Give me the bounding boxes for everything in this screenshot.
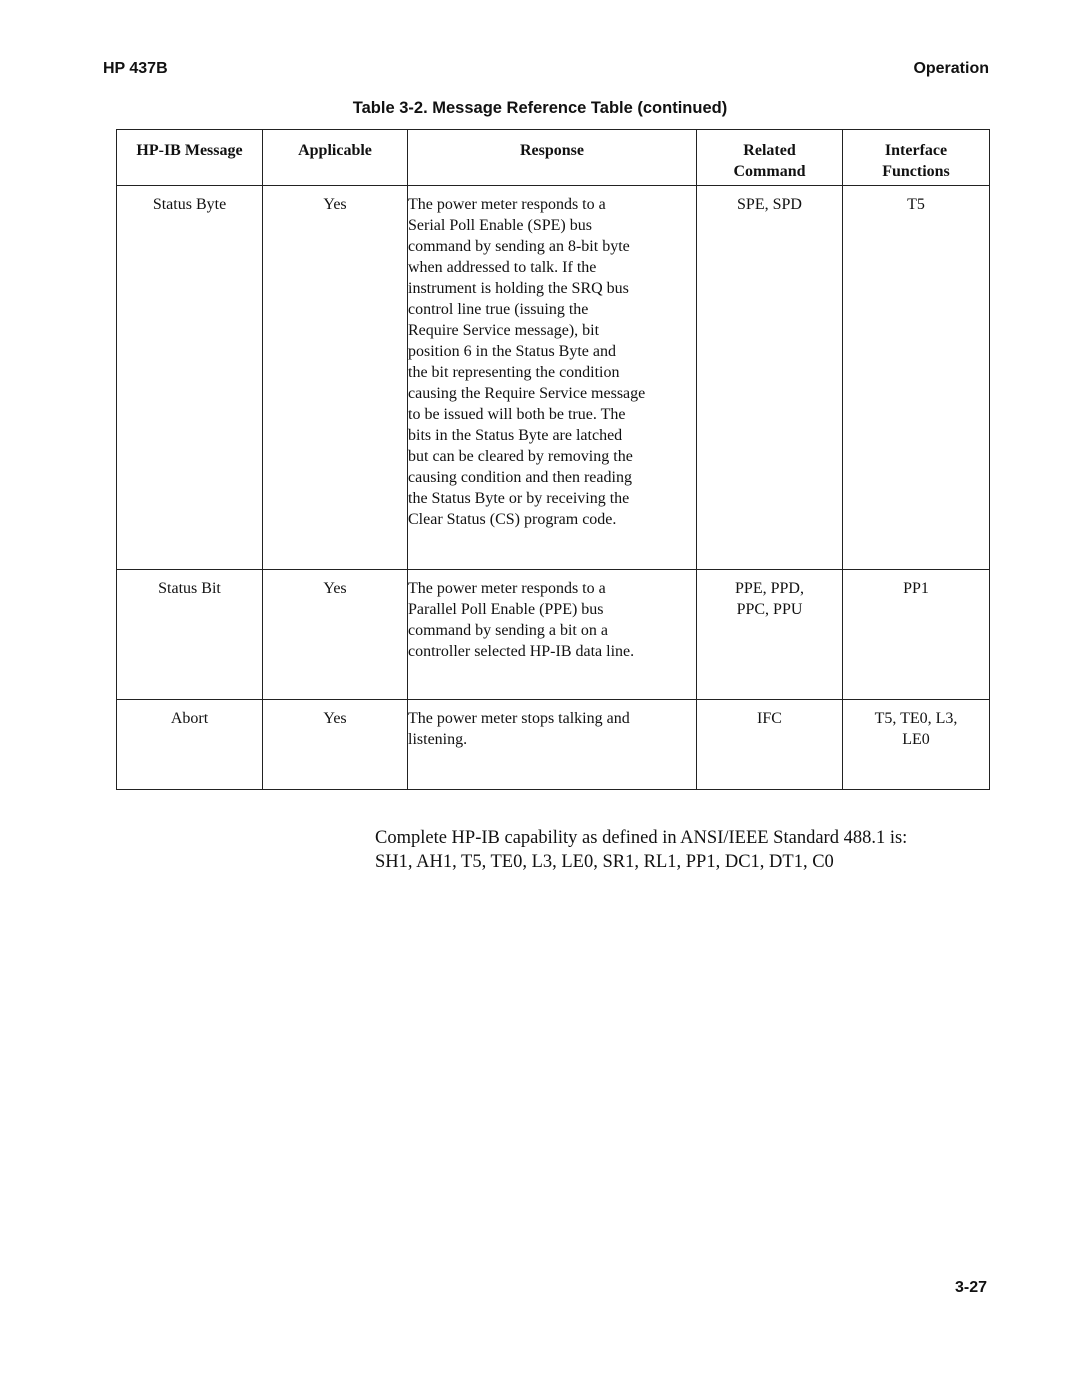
response-line: when addressed to talk. If the: [408, 259, 597, 276]
header-product: HP 437B: [103, 60, 168, 77]
table-row: [117, 186, 990, 570]
cell-related-command: [697, 186, 843, 570]
response-line: the Status Byte or by receiving the: [408, 490, 630, 507]
page-number: 3-27: [954, 1279, 987, 1296]
col-header-related-command-line2: Command: [733, 163, 806, 180]
table-row: [117, 700, 990, 790]
response-line: command by sending an 8-bit byte: [408, 238, 630, 255]
response-line: controller selected HP-IB data line.: [408, 643, 635, 660]
interface-functions-line: PP1: [903, 580, 929, 597]
response-line: listening.: [408, 731, 468, 748]
cell-message: Status Bit: [117, 570, 263, 700]
capability-note: [375, 826, 995, 874]
response-line: The power meter stops talking and: [408, 710, 630, 727]
response-line: Require Service message), bit: [408, 322, 600, 339]
message-reference-table: [116, 129, 990, 790]
col-header-interface-functions-line2: Functions: [882, 163, 950, 180]
cell-related-command: [697, 570, 843, 700]
cell-interface-functions: [843, 186, 990, 570]
col-header-applicable: Applicable: [263, 130, 408, 186]
interface-functions-line: T5: [907, 196, 925, 213]
response-line: The power meter responds to a: [408, 196, 606, 213]
response-line: causing the Require Service message: [408, 385, 646, 402]
response-line: control line true (issuing the: [408, 301, 589, 318]
cell-message: Abort: [117, 700, 263, 790]
response-line: Clear Status (CS) program code.: [408, 511, 617, 528]
response-line: causing condition and then reading: [408, 469, 632, 486]
col-header-interface-functions-line1: Interface: [884, 142, 948, 159]
table-caption: Table 3-2. Message Reference Table (continued): [352, 99, 728, 117]
response-line: to be issued will both be true. The: [408, 406, 626, 423]
interface-functions-line: LE0: [902, 731, 930, 748]
table-header-row: [117, 130, 990, 186]
cell-message: Status Byte: [117, 186, 263, 570]
response-line: command by sending a bit on a: [408, 622, 608, 639]
related-command-line: PPC, PPU: [736, 601, 803, 618]
cell-applicable: Yes: [263, 186, 408, 570]
header-section: Operation: [913, 60, 989, 77]
response-line: instrument is holding the SRQ bus: [408, 280, 629, 297]
table-row: [117, 570, 990, 700]
col-header-related-command: [697, 130, 843, 186]
col-header-interface-functions: [843, 130, 990, 186]
cell-interface-functions: [843, 700, 990, 790]
response-line: Parallel Poll Enable (PPE) bus: [408, 601, 604, 618]
response-line: position 6 in the Status Byte and: [408, 343, 616, 360]
cell-applicable: Yes: [263, 570, 408, 700]
cell-related-command: [697, 700, 843, 790]
cell-response: [408, 700, 697, 790]
capability-note-line: SH1, AH1, T5, TE0, L3, LE0, SR1, RL1, PP1, DC1, DT1, C0: [375, 852, 834, 872]
col-header-response: Response: [408, 130, 697, 186]
cell-interface-functions: [843, 570, 990, 700]
capability-note-line: Complete HP-IB capability as defined in ANSI/IEEE Standard 488.1 is:: [375, 828, 908, 848]
related-command-line: PPE, PPD,: [735, 580, 804, 597]
cell-applicable: Yes: [263, 700, 408, 790]
col-header-message: HP-IB Message: [117, 130, 263, 186]
response-line: but can be cleared by removing the: [408, 448, 633, 465]
related-command-line: SPE, SPD: [737, 196, 802, 213]
response-line: The power meter responds to a: [408, 580, 606, 597]
response-line: bits in the Status Byte are latched: [408, 427, 623, 444]
response-line: the bit representing the condition: [408, 364, 620, 381]
interface-functions-line: T5, TE0, L3,: [874, 710, 958, 727]
response-line: Serial Poll Enable (SPE) bus: [408, 217, 592, 234]
cell-response: [408, 570, 697, 700]
related-command-line: IFC: [757, 710, 782, 727]
col-header-related-command-line1: Related: [743, 142, 796, 159]
cell-response: [408, 186, 697, 570]
